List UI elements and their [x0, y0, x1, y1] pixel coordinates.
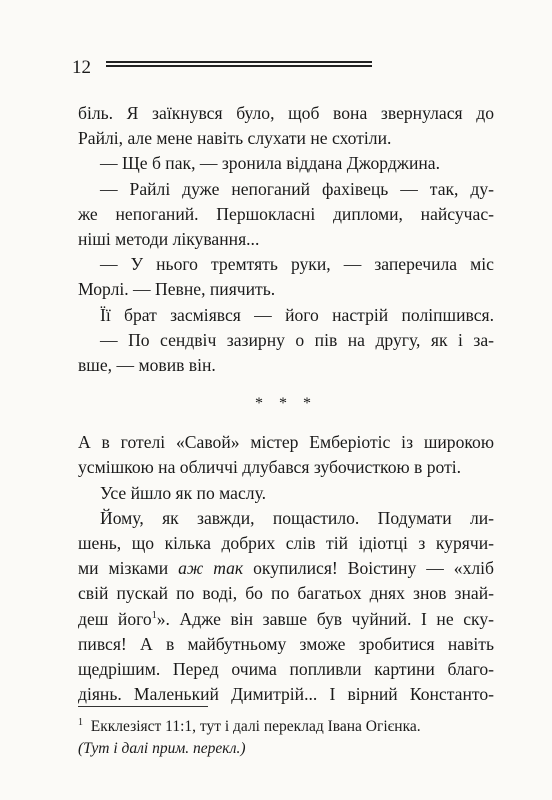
paragraph-8 — [78, 481, 494, 506]
text-line: усмішкою на обличчі длубався зубочисткою в роті. — [78, 457, 462, 478]
paragraph-7 — [78, 430, 494, 480]
page-header — [72, 58, 304, 78]
text-line: Її брат засміявся — його настрій поліпшився. — [100, 304, 494, 325]
body-text — [78, 101, 494, 707]
text-fragment: деш його — [78, 608, 152, 629]
text-line — [78, 556, 494, 581]
footnote-text: Екклезіяст 11:1, тут і далі переклад Івана Огієнка. — [90, 718, 421, 735]
text-line: Йому, як завжди, пощастило. Подумати ли- — [100, 507, 494, 528]
header-rule — [106, 61, 372, 70]
text-line: Морлі. — Певне, пиячить. — [78, 279, 276, 300]
paragraph-9 — [78, 506, 494, 708]
text-line: А в готелі «Савой» містер Емберіотіс із широкою — [78, 432, 494, 453]
footnote-line — [78, 738, 494, 760]
text-line: ніші методи лікування... — [78, 229, 260, 250]
section-separator: * * * — [255, 395, 317, 413]
footnote-rule — [78, 706, 208, 707]
paragraph-6 — [78, 328, 494, 378]
paragraph-4 — [78, 252, 494, 302]
footnote-note: (Тут і далі прим. перекл.) — [78, 740, 246, 757]
page-number: 12 — [72, 57, 91, 78]
paragraph-3 — [78, 177, 494, 253]
footnote — [78, 716, 494, 760]
text-line: свій пускай по воді, бо по багатьох днях знов знай- — [78, 583, 494, 604]
footnote-marker: 1 — [78, 716, 83, 728]
text-line: щедрішим. Перед очима попливли картини благо- — [78, 659, 494, 680]
text-line: — По сендвіч зазирну о пів на другу, як і за- — [100, 329, 494, 350]
text-line: же непоганий. Першокласні дипломи, найсучас- — [78, 203, 494, 224]
footnote-ref: 1 — [151, 609, 157, 621]
text-line: діянь. Маленький Димитрій... І вірний Константо- — [78, 684, 494, 705]
italic-phrase: аж так — [178, 558, 244, 579]
text-fragment: ». Адже він завше був чуйний. І не ску- — [156, 608, 495, 629]
text-line: — У нього тремтять руки, — заперечила міс — [100, 254, 494, 275]
text-line: — Райлі дуже непоганий фахівець — так, ду- — [100, 178, 494, 199]
text-line: — Ще б пак, — зронила віддана Джорджина. — [100, 153, 440, 174]
text-line: шень, що кілька добрих слів тій ідіотці з курячи- — [78, 533, 494, 554]
footnote-line — [78, 716, 494, 738]
text-line: Усе йшло як по маслу. — [100, 482, 267, 503]
text-line: Райлі, але мене навіть слухати не схотіли. — [78, 128, 392, 149]
paragraph-5 — [78, 303, 494, 328]
paragraph-1 — [78, 101, 494, 151]
text-line — [78, 607, 494, 632]
text-fragment: ми мізками — [78, 558, 169, 579]
text-fragment: окупилися! Воістину — «хліб — [253, 558, 494, 579]
text-line: пився! А в майбутньому зможе зробитися навіть — [78, 633, 494, 654]
text-line: біль. Я заїкнувся було, щоб вона звернулася до — [78, 103, 494, 123]
text-line: вше, — мовив він. — [78, 355, 216, 376]
paragraph-2 — [78, 151, 494, 176]
